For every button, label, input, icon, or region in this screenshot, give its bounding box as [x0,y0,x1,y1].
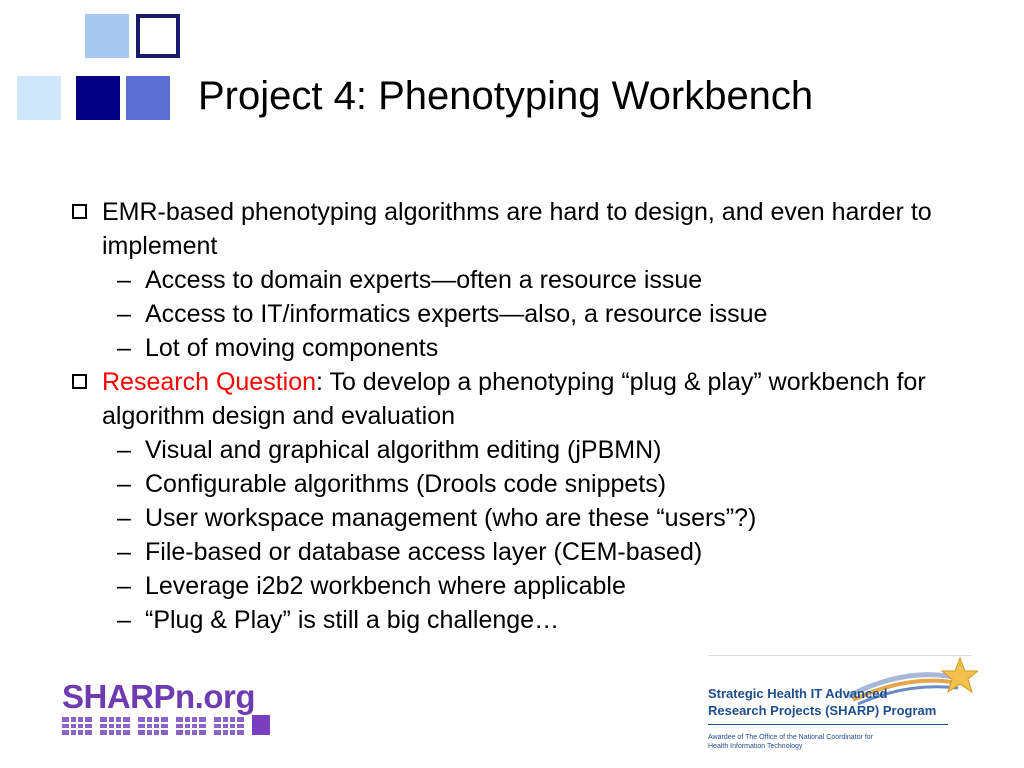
decorative-square-outline [136,14,180,58]
dash-bullet-icon: – [117,572,131,600]
decorative-square-light-blue [85,14,129,58]
sub-bullet [72,263,972,297]
sharp-logo-line-2: Research Projects (SHARP) Program [708,703,937,718]
square-bullet-icon [72,204,87,219]
sub-bullet-text: Access to domain experts—often a resource issue [145,266,703,294]
sub-bullet [72,603,972,637]
dash-bullet-icon: – [117,436,131,464]
bullet-1-text: EMR-based phenotyping algorithms are hard to design, and even harder to implement [102,198,932,260]
sub-bullet [72,535,972,569]
sharpn-grid-icon [62,715,272,737]
dash-bullet-icon: – [117,606,131,634]
decorative-square-navy [76,76,120,120]
bullet-2 [72,365,972,433]
decorative-square-medium-blue [126,76,170,120]
sub-bullet [72,331,972,365]
sharpn-logo-text: SHARPn.org [62,678,255,715]
sub-bullet [72,467,972,501]
dash-bullet-icon: – [117,334,131,362]
research-question-label: Research Question [102,368,317,396]
bullet-1 [72,195,972,263]
dash-bullet-icon: – [117,300,131,328]
square-bullet-icon [72,374,87,389]
sub-bullet-text: “Plug & Play” is still a big challenge… [145,606,560,634]
sharp-logo-rule [708,724,948,725]
dash-bullet-icon: – [117,470,131,498]
dash-bullet-icon: – [117,266,131,294]
sub-bullet [72,569,972,603]
sub-bullet-text: User workspace management (who are these “users”?) [145,504,757,532]
sub-bullet-text: File-based or database access layer (CEM-based) [145,538,703,566]
sub-bullet-text: Lot of moving components [145,334,439,362]
dash-bullet-icon: – [117,538,131,566]
sub-bullet-text: Leverage i2b2 workbench where applicable [145,572,626,600]
dash-bullet-icon: – [117,504,131,532]
sharp-logo-small-line-2: Health Information Technology [708,743,803,750]
sub-bullet-text: Access to IT/informatics experts—also, a resource issue [145,300,768,328]
sub-bullet [72,297,972,331]
sharp-logo-line-1: Strategic Health IT Advanced [708,686,888,701]
sharp-program-logo [708,656,978,762]
sharp-logo-small-line-1: Awardee of The Office of the National Coordinator for [708,734,873,741]
sharpn-logo [62,679,277,739]
sub-bullet-text: Configurable algorithms (Drools code snippets) [145,470,667,498]
sub-bullet [72,501,972,535]
slide-title: Project 4: Phenotyping Workbench [198,74,814,118]
decorative-square-pale-blue [17,76,61,120]
sub-bullet-text: Visual and graphical algorithm editing (jPBMN) [145,436,662,464]
sub-bullet [72,433,972,467]
bullet-2-text: : To develop a phenotyping “plug & play” workbench for algorithm design and evaluation [102,368,926,430]
slide-content [72,195,972,637]
